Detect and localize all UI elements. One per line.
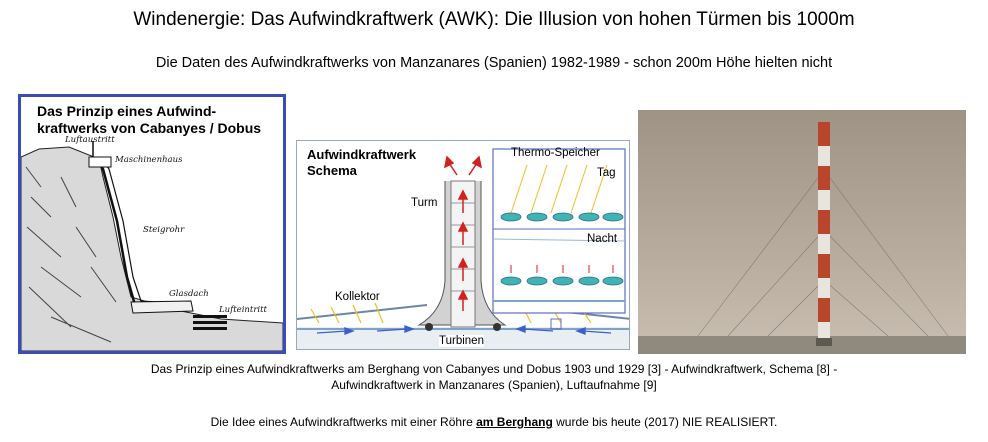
caption-line2: Aufwindkraftwerk in Manzanares (Spanien), Luftaufnahme [9] — [331, 378, 657, 392]
schema-title — [307, 147, 416, 179]
note-before: Die Idee eines Aufwindkraftwerks mit einer Röhre — [210, 415, 473, 429]
caption-line1: Das Prinzip eines Aufwindkraftwerks am Berghang von Cabanyes und Dobus 1903 und 1929 [3] - Aufwindkraftwerk, Schema [8] - — [150, 362, 838, 376]
label-glasdach: Glasdach — [169, 289, 209, 299]
figure1-heading-line1: Das Prinzip eines Aufwind- — [37, 103, 217, 119]
page-title: Windenergie: Das Aufwindkraftwerk (AWK): Die Illusion von hohen Türmen bis 1000m — [133, 9, 855, 30]
label-lufteintritt: Lufteintritt — [219, 305, 267, 315]
figure-schema — [296, 140, 630, 350]
tower-photo-drawing — [638, 110, 966, 354]
figure1-heading-line2: kraftwerks von Cabanyes / Dobus — [37, 120, 262, 136]
label-turbinen: Turbinen — [439, 335, 484, 347]
page-subtitle: Die Daten des Aufwindkraftwerks von Manzanares (Spanien) 1982-1989 - schon 200m Höhe hielten nicht — [155, 55, 833, 71]
note-after: wurde bis heute (2017) NIE REALISIERT. — [556, 415, 778, 429]
footer-note — [0, 414, 988, 430]
label-turm: Turm — [411, 197, 438, 209]
label-luftaustritt: Luftaustritt — [65, 135, 115, 145]
label-tag: Tag — [597, 167, 616, 179]
label-nacht: Nacht — [587, 233, 618, 245]
schema-title-line1: Aufwindkraftwerk — [307, 147, 417, 162]
figure1-heading — [37, 103, 286, 137]
label-steigrohr: Steigrohr — [143, 225, 185, 235]
photo-manzanares-tower — [638, 110, 966, 354]
note-emphasis-link[interactable]: am Berghang — [476, 415, 553, 429]
label-maschinenhaus: Maschinenhaus — [115, 155, 183, 165]
figure-cabanyes-dobus — [18, 94, 286, 354]
label-thermo-speicher: Thermo-Speicher — [511, 147, 600, 159]
label-kollektor: Kollektor — [335, 291, 380, 303]
schema-title-line2: Schema — [307, 163, 357, 178]
figure-caption — [60, 361, 928, 393]
